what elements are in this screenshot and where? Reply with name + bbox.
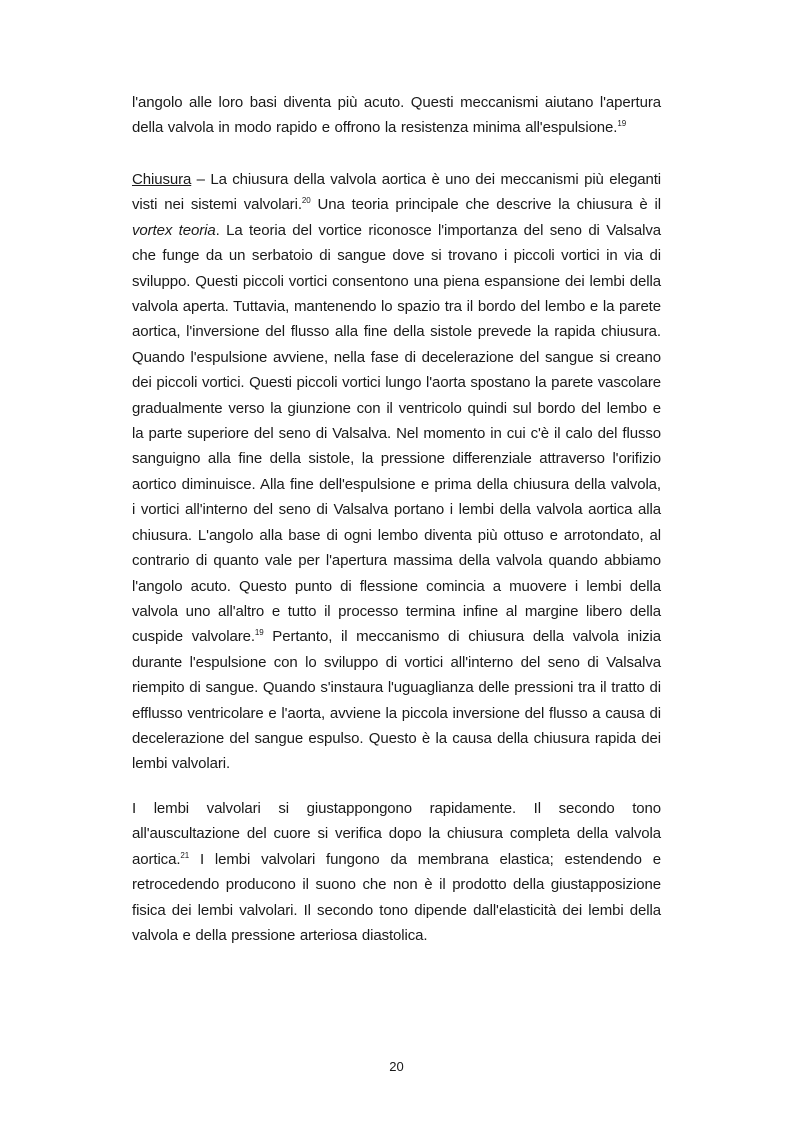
citation-ref: 21 xyxy=(180,850,190,860)
citation-ref: 20 xyxy=(301,196,311,206)
paragraph-opening-continuation xyxy=(132,90,661,141)
citation-ref: 19 xyxy=(254,628,264,638)
section-heading-chiusura: Chiusura xyxy=(132,171,192,188)
page-number: 20 xyxy=(389,1059,404,1074)
paragraph-text: I lembi valvolari fungono da membrana elastica; estendendo e retrocedendo producono il suono che non è il prodotto della giustapposizione fisica dei lembi valvolari. Il secondo tono dipende dall'elasticità dei lembi della valvola e della pressione arteriosa diastolica. xyxy=(132,850,661,945)
citation-ref: 19 xyxy=(617,119,627,129)
paragraph-second-tone xyxy=(132,796,661,948)
paragraph-text: – La chiusura della valvola aortica è uno dei meccanismi più eleganti visti nei sistemi valvolari. xyxy=(132,171,661,214)
paragraph-text: Una teoria principale che descrive la chiusura è il xyxy=(310,196,661,214)
paragraph-text: Pertanto, il meccanismo di chiusura della valvola inizia durante l'espulsione con lo sviluppo di vortici all'interno del seno di Valsalva riempito di sangue. Quando s'instaura l'uguaglianza delle pressioni tra il tratto di efflusso ventricolare e l'aorta, avviene la piccola inversione del flusso a causa di decelerazione del sangue espulso. Questo è la causa della chiusura rapida dei lembi valvolari. xyxy=(132,628,661,773)
paragraph-text: I lembi valvolari si giustappongono rapidamente. Il secondo tono all'auscultazione del cuore si verifica dopo la chiusura completa della valvola aortica. xyxy=(132,800,661,868)
emphasized-term: vortex teoria xyxy=(132,221,216,239)
paragraph-text: l'angolo alle loro basi diventa più acuto. Questi meccanismi aiutano l'apertura della valvola in modo rapido e offrono la resistenza minima all'espulsione. xyxy=(132,94,661,137)
paragraph-chiusura xyxy=(132,167,661,777)
paragraph-text: . La teoria del vortice riconosce l'importanza del seno di Valsalva che funge da un serbatoio di sangue dove si trovano i piccoli vortici in via di sviluppo. Questi piccoli vortici consentono una piena espansione dei lembi della valvola aperta. Tuttavia, mantenendo lo spazio tra il bordo del lembo e la parete aortica, l'inversione del flusso alla fine della sistole prevede la rapida chiusura. Quando l'espulsione avviene, nella fase di decelerazione del sangue si creano dei piccoli vortici. Questi piccoli vortici lungo l'aorta spostano la parete vascolare gradualmente verso la giunzione con il ventricolo quindi sul bordo del lembo e la parte superiore del seno di Valsalva. Nel momento in cui c'è il calo del flusso sanguigno alla fine della sistole, la pressione differenziale attraverso l'orifizio aortico diminuisce. Alla fine dell'espulsione e prima della chiusura della valvola, i vortici all'interno del seno di Valsalva portano i lembi della valvola aortica alla chiusura. L'angolo alla base di ogni lembo diventa più ottuso e arrotondato, al contrario di quanto vale per l'apertura massima della valvola quando abbiamo l'angolo acuto. Questo punto di flessione comincia a muovere i lembi della valvola uno all'altro e tutto il processo termina infine al margine libero della cuspide valvolare. xyxy=(132,221,661,646)
